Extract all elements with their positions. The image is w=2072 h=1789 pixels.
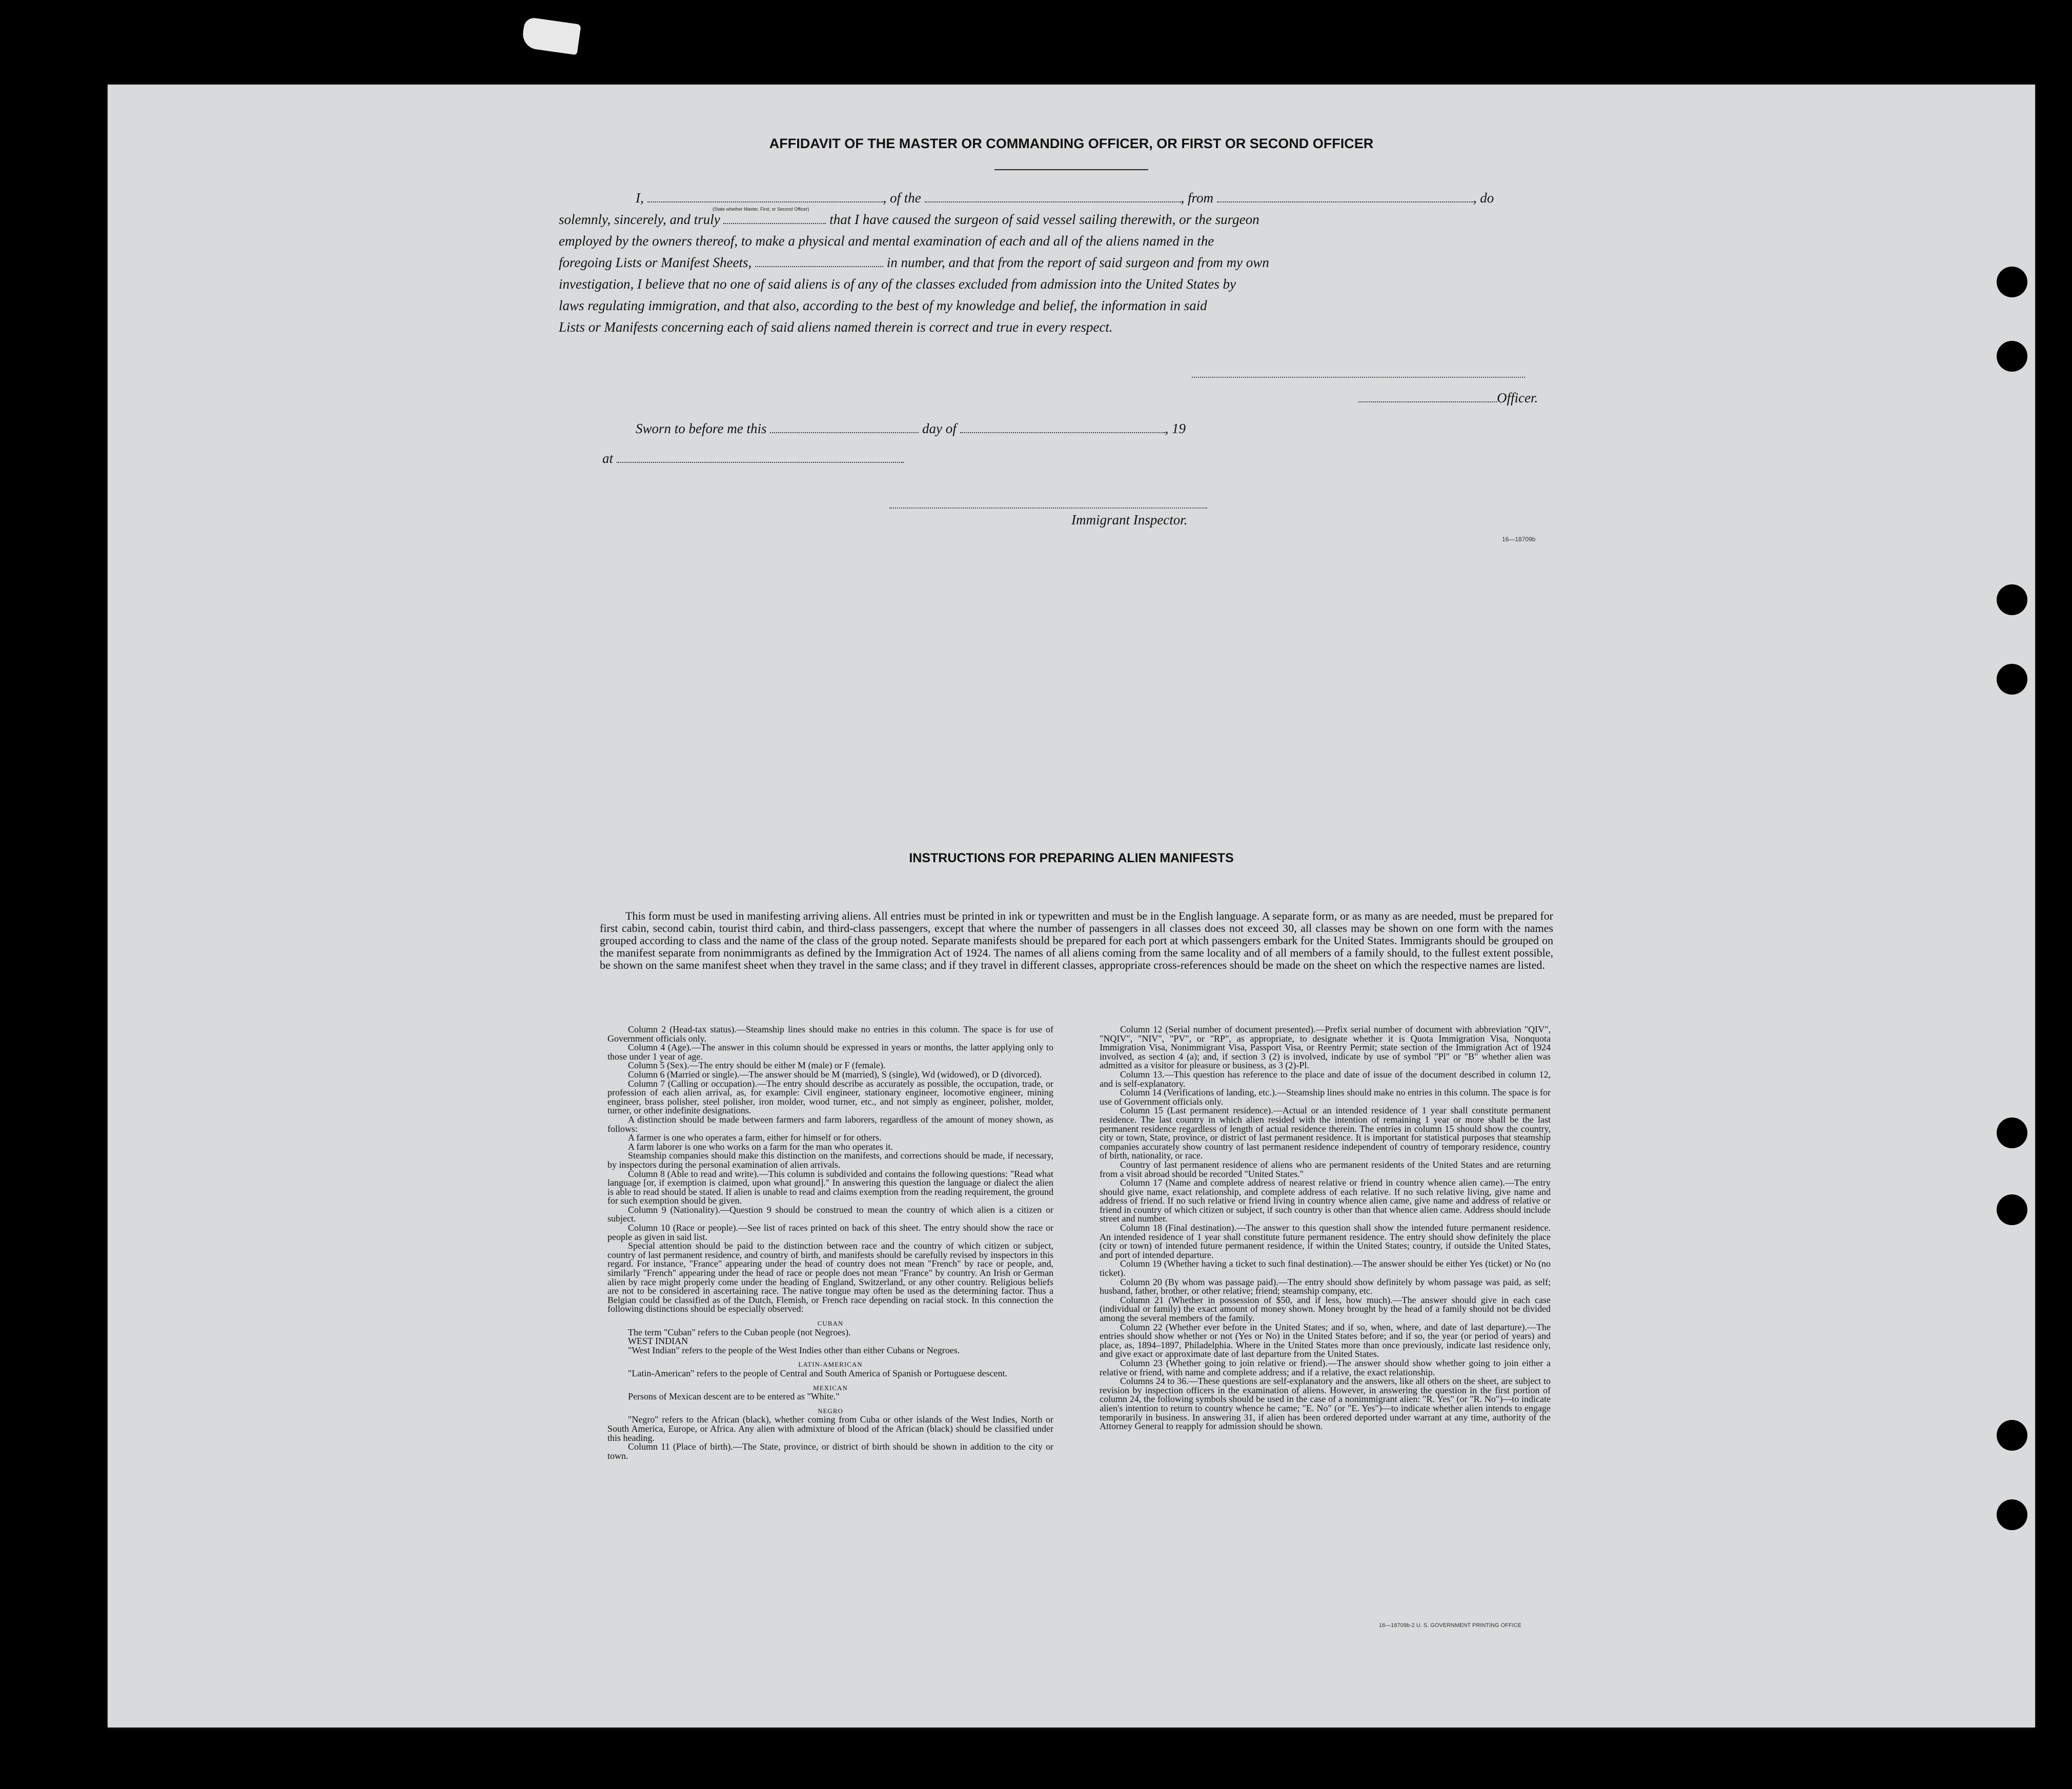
instruction-paragraph: Column 14 (Verifications of landing, etc.).—Steamship lines should make no entries in this column. The space is for use of Government officials only. [1100,1087,1551,1107]
instruction-paragraph: The term "Cuban" refers to the Cuban people (not Negroes). [628,1327,851,1337]
affidavit-line-6: laws regulating immigration, and that also, according to the best of my knowledge and belief, the information in said [559,298,1207,313]
punch-hole [1997,664,2027,695]
affidavit-i: I, [636,190,644,206]
instruction-paragraph: Column 23 (Whether going to join relative or friend).—The answer should show whether going to join either a relative or friend, with name and complete address; and if a relative, the exact relationship. [1100,1357,1551,1377]
instruction-paragraph: Column 18 (Final destination).—The answer to this question shall show the intended future permanent residence. An intended residence of 1 year shall constitute future permanent residence. The entry should show definitely the place (city or town) of intended future permanent residence, if within the United States; country, if outside the United States, and port of intended departure. [1100,1223,1551,1260]
instruction-paragraph: Column 12 (Serial number of document presented).—Prefix serial number of document with abbreviation "QIV", "NQIV", "NIV", "PV", or "RP", as appropriate, to designate whether it is Quota Immigration Visa, Nonquota Immigration Visa, Nonimmigrant Visa, Passport Visa, or Reentry Permit; state section of the Immigration Act of 1924 involved, as section 4 (a); and, if section 3 (2) is involved, indicate by use of symbol "Pl" or "B" whether alien was admitted as a visitor for pleasure or business, as 3 (2)-Pl. [1100,1024,1551,1071]
paper-scrap [521,17,581,55]
inspector-label: Immigrant Inspector. [1071,512,1188,527]
instructions-right-column [1100,1025,1551,1431]
affidavit-of-the: , of the [883,190,921,206]
year-label: , 19 [1165,421,1186,436]
instruction-paragraph: Column 11 (Place of birth).—The State, province, or district of birth should be shown in addition to the city or town. [607,1441,1053,1461]
affidavit-line-1 [636,187,1494,209]
section-heading: MEXICAN [813,1384,848,1392]
punch-hole [1997,341,2027,372]
vessel-name-field[interactable] [925,198,1181,202]
instruction-paragraph: Column 7 (Calling or occupation).—The entry should describe as accurately as possible, the occupation, trade, or profession of each alien arrival, as, for example: Civil engineer, stationary engineer, locomotive engineer, mining engineer, brass polisher, steel polisher, iron molder, wood turner, etc., and not simply as engineer, polisher, molder, turner, or other indefinite designations. [607,1078,1053,1116]
affidavit-line-2a: solemnly, sincerely, and truly [559,212,720,227]
instruction-paragraph: A distinction should be made between farmers and farm laborers, regardless of the amount of money shown, as follows: [607,1114,1053,1134]
title-underline [994,169,1148,170]
instruction-paragraph: "Negro" refers to the African (black), whether coming from Cuba or other islands of the West Indies, North or South America, Europe, or Africa. Any alien with admixture of blood of the African (black) should be classified under this heading. [607,1414,1053,1443]
signature-line[interactable] [1192,377,1525,378]
instruction-paragraph: Steamship companies should make this distinction on the manifests, and corrections should be made, if necessary, by inspectors during the personal examination of alien arrivals. [607,1150,1053,1170]
at-place-field[interactable] [617,459,904,463]
punch-hole [1997,1194,2027,1225]
sworn-day-field[interactable] [770,429,919,433]
section-heading: CUBAN [817,1319,844,1327]
instruction-paragraph: Column 22 (Whether ever before in the United States; and if so, when, where, and date of last departure).—The entries should show whether or not (Yes or No) in the United States before; and if so, the year (or period of years) and place, as, 1894–1897, Philadelphia. Where in the United States more than once previously, indicate last residence only, and give exact or approximate date of last departure from the United States. [1100,1322,1551,1359]
affidavit-line-2b: that I have caused the surgeon of said vessel sailing therewith, or the surgeon [829,212,1260,227]
instruction-paragraph: Column 4 (Age).—The answer in this column should be expressed in years or months, the latter applying only to those under 1 year of age. [607,1042,1053,1062]
punch-hole [1997,1499,2027,1530]
affidavit-line-2 [559,209,1260,230]
instruction-paragraph: Column 21 (Whether in possession of $50, and if less, how much).—The answer should give in each case (individual or family) the exact amount of money shown. Money brought by the head of a family should not be divided among the several members of the family. [1100,1294,1551,1323]
officer-label: Officer. [1497,390,1538,405]
instruction-paragraph: Country of last permanent residence of aliens who are permanent residents of the United States and are returning from a visit abroad should be recorded "United States." [1100,1159,1551,1179]
instruction-paragraph: Column 8 (Able to read and write).—This column is subdivided and contains the following questions: "Read what language [or, if exemption is claimed, upon what ground]." In answering this question the language or dialect the alien is able to read should be stated. If alien is unable to read and claims exemption from the reading requirement, the ground for such exemption should be given. [607,1168,1053,1206]
form-number: 16—18709b [1502,536,1536,543]
instruction-paragraph: Column 6 (Married or single).—The answer should be M (married), S (single), Wd (widowed), or D (divorced). [628,1069,1042,1080]
affidavit-from: , from [1181,190,1214,206]
sworn-line [636,418,1186,439]
oath-type-field[interactable] [723,220,826,224]
instruction-paragraph: "Latin-American" refers to the people of Central and South America of Spanish or Portuguese descent. [628,1368,1007,1378]
instruction-paragraph: Column 15 (Last permanent residence).—Actual or an intended residence of 1 year shall constitute permanent residence. The last country in which alien resided with the intention of remaining 1 year or more shall be the last permanent residence regardless of length of actual residence therein. The entries in column 15 should show the country, city or town, State, province, or district of last permanent residence. It is important for statistical purposes that steamship companies accurately show country of last permanent residence independent of country of temporary residence, country of birth, nationality, or race. [1100,1105,1551,1161]
instructions-title: INSTRUCTIONS FOR PREPARING ALIEN MANIFESTS [909,851,1234,865]
instruction-paragraph: Column 20 (By whom was passage paid).—The entry should show definitely by whom passage was paid, as self; husband, father, brother, or other relative; friend; steamship company, etc. [1100,1276,1551,1296]
instruction-paragraph: Special attention should be paid to the distinction between race and the country of which citizen or subject, country of last permanent residence, and country of birth, and manifests should be carefully revised by inspectors in this regard. For instance, "France" appearing under the head of country does not mean "French" by race or people, and, similarly "French" appearing under the head of race or people does not mean "France" by country. An Irish or German alien by race might properly come under the heading of England, Switzerland, or any other country. Religious beliefs are not to be considered in ascertaining race. The native tongue may often be used as the determining factor. Thus a Belgian could be classified as of the Dutch, Flemish, or French race depending on racial stock. In this connection the following distinctions should be especially observed: [607,1241,1053,1314]
officer-line [1358,387,1538,409]
affidavit-line-5: investigation, I believe that no one of said aliens is of any of the classes excluded from admission into the United States by [559,276,1236,292]
officer-field[interactable] [1358,398,1497,402]
affidavit-do: , do [1473,190,1494,206]
punch-hole [1997,1420,2027,1451]
instruction-paragraph: Column 9 (Nationality).—Question 9 should be construed to mean the country of which alien is a citizen or subject. [607,1204,1053,1224]
section-heading: LATIN-AMERICAN [798,1360,863,1369]
day-of-label: day of [922,421,957,436]
instruction-paragraph: "West Indian" refers to the people of the West Indies other than either Cubans or Negroes. [628,1345,960,1355]
at-line [602,448,904,469]
rank-instruction-note: (State whether Master, First, or Second Officer) [713,207,809,212]
affidavit-title: AFFIDAVIT OF THE MASTER OR COMMANDING OFFICER, OR FIRST OR SECOND OFFICER [769,136,1374,151]
affidavit-line-7: Lists or Manifests concerning each of said aliens named therein is correct and true in every respect. [559,319,1113,335]
instruction-paragraph: A farm laborer is one who works on a farm for the man who operates it. [628,1141,893,1152]
sworn-label: Sworn to before me this [636,421,767,436]
instructions-intro [600,910,1553,971]
instruction-paragraph: Column 19 (Whether having a ticket to such final destination).—The answer should be either Yes (ticket) or No (no ticket). [1100,1258,1551,1278]
document-sheet [108,85,2035,1727]
sheet-count-field[interactable] [755,263,883,267]
section-heading: NEGRO [818,1407,843,1415]
instruction-paragraph: Column 17 (Name and complete address of nearest relative or friend in country whence alien came).—The entry should give name, exact relationship, and complete address of each relative. If no such relative living, give name and address of friend. If no such relative or friend living in country whence alien came, give name and address of relative or friend in country of which citizen or subject, if such country is other than that whence alien came. Address should include street and number. [1100,1177,1551,1224]
intro-text: This form must be used in manifesting arriving aliens. All entries must be printed in ink or typewritten and must be in the English language. A separate form, or as many as are needed, must be prepared for first cabin, second cabin, tourist third cabin, and third-class passengers, except that where the number of passengers in all classes does not exceed 30, all classes may be shown on one form with the names grouped according to class and the name of the class of the group noted. Separate manifests should be prepared for each port at which passengers embark for the United States. Immigrants should be grouped on the manifest separate from nonimmigrants as defined by the Immigration Act of 1924. The names of all aliens coming from the same locality and of all members of a family should, to the fullest extent possible, be shown on the same manifest sheet when they travel in the same class; and if they travel in different classes, appropriate cross-references should be made on the sheet on which the respective names are listed. [600,909,1553,971]
instructions-left-column [607,1025,1053,1460]
instruction-paragraph: A farmer is one who operates a farm, either for himself or for others. [628,1132,882,1143]
printing-office-footer: 16—18709b-2 U. S. GOVERNMENT PRINTING OFFICE [1379,1622,1521,1629]
affidavit-line-4a: foregoing Lists or Manifest Sheets, [559,255,752,270]
instruction-paragraph: Column 13.—This question has reference to the place and date of issue of the document described in column 12, and is self-explanatory. [1100,1069,1551,1089]
punch-hole [1997,1117,2027,1148]
instruction-paragraph: Column 2 (Head-tax status).—Steamship lines should make no entries in this column. The space is for use of Government officials only. [607,1024,1053,1044]
sworn-month-field[interactable] [960,429,1165,433]
punch-hole [1997,584,2027,615]
affidavit-line-4b: in number, and that from the report of said surgeon and from my own [886,255,1269,270]
instruction-paragraph: Column 10 (Race or people).—See list of races printed on back of this sheet. The entry should show the race or people as given in said list. [607,1223,1053,1242]
instruction-paragraph: Columns 24 to 36.—These questions are self-explanatory and the answers, like all others on the sheet, are subject to revision by inspection officers in the examination of aliens. However, in answering the question in the first portion of column 24, the following symbols should be used in the case of a nonimmigrant alien: "R. Yes" (or "R. No")—to indicate alien's intention to return to country whence he came; "E. No" (or "E. Yes")—to indicate whether alien intends to engage temporarily in business. In answering 31, if alien has been ordered deported under warrant at any time, authority of the Attorney General to reapply for admission should be shown. [1100,1376,1551,1432]
affidavit-line-3: employed by the owners thereof, to make a physical and mental examination of each and all of the aliens named in the [559,233,1214,249]
instruction-paragraph: Persons of Mexican descent are to be entered as "White." [628,1391,840,1402]
instruction-paragraph: Column 5 (Sex).—The entry should be either M (male) or F (female). [628,1060,886,1071]
affidavit-line-4 [559,252,1269,273]
departure-port-field[interactable] [1217,198,1473,202]
at-label: at [602,451,614,466]
instruction-paragraph: WEST INDIAN [628,1336,688,1347]
punch-hole [1997,267,2027,297]
officer-rank-field[interactable] [647,198,883,202]
